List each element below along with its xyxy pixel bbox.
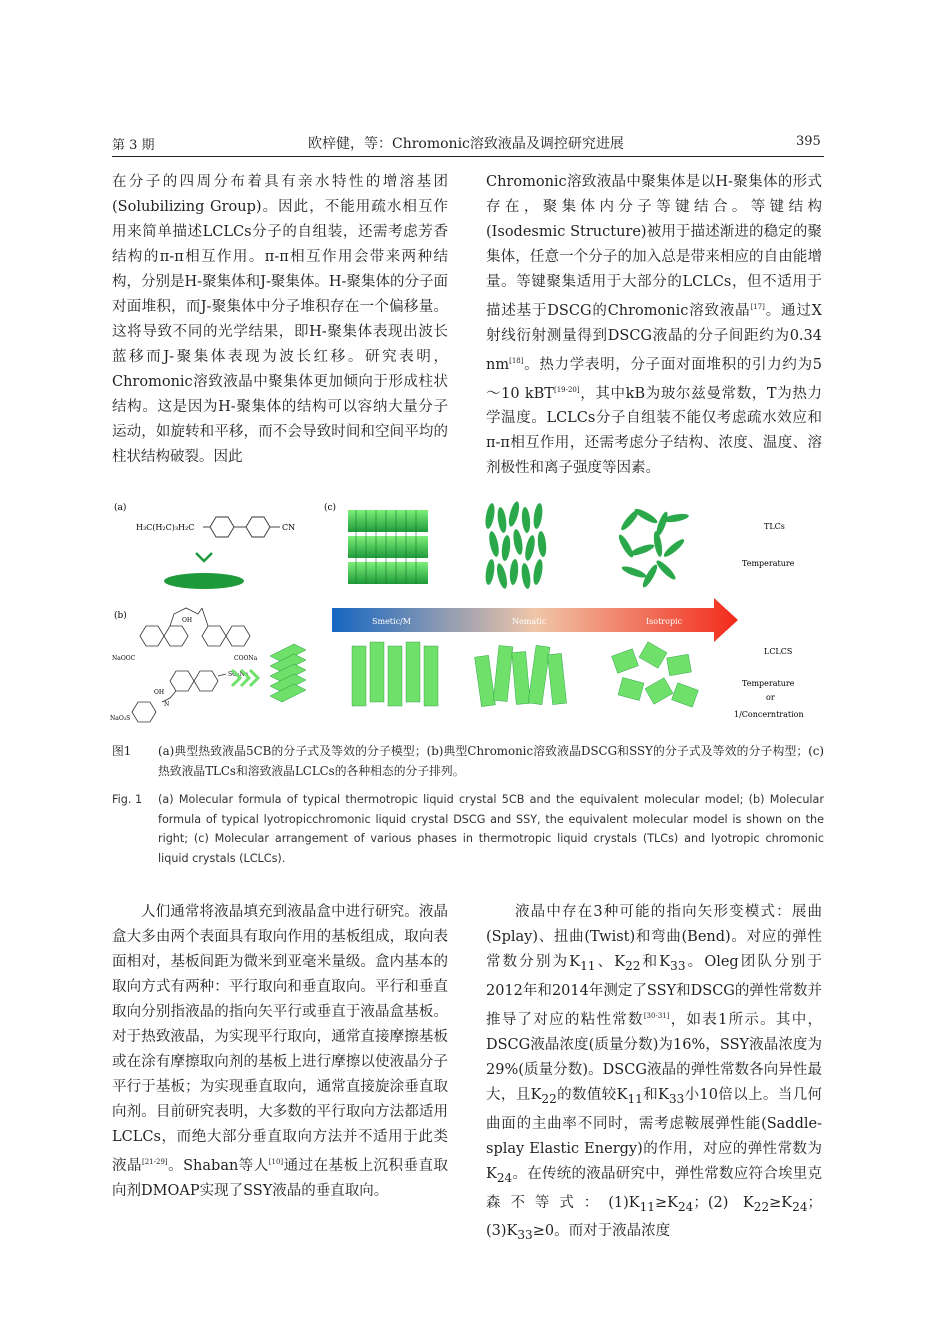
body-column-3	[112, 900, 448, 1204]
lclc-isotropic-stacks	[612, 642, 699, 708]
header-rule	[112, 156, 824, 157]
text-run: ≥K	[654, 1194, 678, 1211]
subscript: 24	[677, 1199, 694, 1214]
body-column-4	[486, 900, 822, 1248]
panel-label-a: (a)	[114, 503, 127, 513]
rod-molecule-model	[164, 573, 244, 589]
paragraph: 在分子的四周分布着具有亲水特性的增溶基团(Solubilizing Group)。因此，不能用疏水相互作用来简单描述LCLCs分子的自组装，还需考虑芳香结构的π-π相互作用。π-π相互作用会带来两种结构，分别是H-聚集体和J-聚集体。H-聚集体的分子面对面堆积，而J-聚集体中分子堆积存在一个偏移量。这将导致不同的光学结果，即H-聚集体表现出波长蓝移而J-聚集体表现为波长红移。研究表明，Chromonic溶致液晶中聚集体更加倾向于形成柱状结构。这是因为H-聚集体的结构可以容纳大量分子运动，如旋转和平移，而不会导致时间和空间平均的柱状结构破裂。因此	[112, 174, 448, 465]
text-run: ≥0。而对于液晶浓度	[532, 1223, 671, 1240]
figure-caption-en	[112, 790, 824, 868]
biphenyl-structure	[203, 517, 280, 537]
text-run: 人们通常将液晶填充到液晶盒中进行研究。液晶盒大多由两个表面具有取向作用的基板组成，取向表面相对，基板间距为微米到亚毫米量级。盒内基本的取向方式有两种：平行取向和垂直取向。平行和垂直取向分别指液晶的指向矢平行或垂直于液晶盒基板。对于热致液晶，为实现平行取向，通常直接摩擦基板或在涂有摩擦取向剂的基板上进行摩擦以使液晶分子平行于基板；为实现垂直取向，通常直接旋涂垂直取向剂。目前研究表明，大多数的平行取向方法都适用LCLCs，而绝大部分垂直取向方法并不适用于此类液晶	[112, 904, 448, 1174]
ssy-azo-n: N	[164, 701, 170, 708]
caption-text-zh: (a)典型热致液晶5CB的分子式及等效的分子模型；(b)典型Chromonic溶致液晶DSCG和SSY的分子式及等效的分子构型；(c)热致液晶TLCs和溶致液晶LCLCs的各种相态的分子排列。	[158, 744, 824, 778]
label-or: or	[766, 693, 775, 702]
text-run: 和K	[642, 1086, 669, 1103]
panel-label-c: (c)	[324, 503, 337, 513]
text-run: 。热力学表明，分子面对面堆积的引力约为5～10 kBT	[486, 356, 822, 402]
subscript: 33	[668, 1091, 685, 1106]
body-column-1	[112, 170, 448, 470]
formula-5cb-cn: CN	[282, 523, 296, 532]
paragraph	[486, 170, 822, 481]
chevron-down-icon	[196, 553, 212, 561]
label-temperature-1: Temperature	[742, 559, 795, 568]
arrow-label-isotropic: Isotropic	[646, 617, 683, 626]
dscg-oh-label: OH	[182, 617, 193, 624]
dscg-structure	[140, 608, 250, 646]
stacked-disc-model	[270, 644, 306, 702]
text-run: Chromonic溶致液晶中聚集体是以H-聚集体的形式存在，聚集体内分子等键结合。等键结构(Isodesmic Structure)被用于描述渐进的稳定的聚集体，任意一个分子的加入总是带来相应的自由能增量。等键聚集适用于大部分的LCLCs，但不适用于描述基于DSCG的Chromonic溶致液晶	[486, 174, 822, 319]
text-run: 。Shaban等人	[167, 1157, 269, 1174]
figure-1	[110, 496, 826, 728]
label-tlcs: TLCs	[764, 522, 785, 531]
text-run: ；(3)K	[486, 1194, 823, 1240]
subscript: 11	[639, 1199, 655, 1214]
figure-caption-zh	[112, 742, 824, 781]
panel-label-b: (b)	[114, 611, 127, 621]
body-column-2	[486, 170, 822, 481]
tlc-smectic-block	[348, 510, 428, 584]
arrow-label-nematic: Nematic	[512, 617, 547, 626]
text-run: 、K	[595, 954, 626, 970]
text-run: 液晶中存在3种可能的指向矢形变模式：展曲(Splay)、扭曲(Twist)和弯曲(Bend)。对应的弹性常数分别为K	[486, 904, 822, 970]
ssy-oh-label: OH	[154, 689, 165, 696]
lclc-smectic-columns	[352, 642, 438, 706]
ssy-structure	[132, 671, 226, 722]
label-concentration: 1/Concerntration	[734, 710, 804, 719]
subscript: 11	[627, 1091, 643, 1106]
text-run: 的数值较K	[556, 1086, 628, 1103]
caption-text-en: (a) Molecular formula of typical thermotropic liquid crystal 5CB and the equivalent molecular model; (b) Molecular formula of typical lyotropicchromonic liquid crystal DSCG and SSY, the equivalent molecular model is shown on the right; (c) Molecular arrangement of various phases in thermotropic liquid crystals (TLCs) and lyotropic chromonic liquid crystals (LCLCs).	[158, 793, 824, 865]
paragraph	[112, 900, 448, 1204]
triple-chevron-icon	[232, 670, 258, 686]
dscg-left-group: NaOOC	[112, 655, 136, 662]
label-temperature-2: Temperature	[742, 679, 795, 688]
subscript: 33	[670, 958, 686, 973]
text-run: 小10倍以上。当几何曲面的主曲率不同时，需考虑鞍展弹性能(Saddle-splay Elastic Energy)的作用，对应的弹性常数为K	[486, 1086, 822, 1182]
page-number: 395	[796, 134, 821, 149]
text-run: 。在传统的液晶研究中，弹性常数应符合埃里克森不等式：(1)K	[486, 1165, 822, 1211]
citation: [21-29]	[141, 1158, 168, 1166]
citation: [30-31]	[643, 1011, 670, 1020]
caption-label-en: Fig. 1	[112, 793, 143, 806]
lclc-nematic-columns	[475, 645, 567, 706]
text-run: ；(2) K	[693, 1194, 754, 1211]
citation: [19-20]	[553, 385, 580, 394]
paragraph	[486, 900, 822, 1248]
citation: [10]	[268, 1158, 284, 1166]
subscript: 22	[541, 1091, 557, 1106]
journal-issue: 第 3 期	[112, 138, 155, 153]
formula-5cb-chain: H₃C(H₂C)₃H₂C	[136, 523, 195, 532]
text-run: 通过在基板上沉积垂直取向剂DMOAP实现了SSY液晶的垂直取向。	[112, 1157, 449, 1199]
citation: [17]	[750, 303, 765, 311]
citation: [18]	[509, 356, 524, 365]
text-run: ，如表1所示。其中，DSCG液晶浓度(质量分数)为16%，SSY液晶浓度为29%(质量分数)。DSCG液晶的弹性常数各向异性最大，且K	[486, 1011, 822, 1103]
text-run: 。Oleg团队分别于2012年和2014年测定了SSY和DSCG的弹性常数并推导了对应的粘性常数	[486, 954, 822, 1028]
subscript: 11	[580, 958, 596, 973]
subscript: 24	[496, 1170, 513, 1185]
running-title: 欧梓健，等：Chromonic溶致液晶及调控研究进展	[308, 136, 624, 152]
ssy-so3na-top: SO₃Na	[228, 671, 249, 678]
subscript: 24	[792, 1199, 808, 1214]
subscript: 33	[517, 1228, 533, 1243]
text-run: ，其中kB为玻尔兹曼常数，T为热力学温度。LCLCs分子自组装不能仅考虑疏水效应和π-π相互作用，还需考虑分子结构、浓度、温度、溶剂极性和离子强度等因素。	[486, 385, 822, 477]
dscg-right-group: COONa	[234, 655, 258, 662]
subscript: 22	[753, 1199, 770, 1214]
subscript: 22	[625, 958, 641, 973]
tlc-nematic-cluster	[484, 500, 548, 589]
caption-label-zh: 图1	[112, 744, 132, 758]
ssy-so3na-bottom: NaO₃S	[110, 715, 131, 722]
tlc-isotropic-cluster	[616, 506, 689, 589]
text-run: 。通过X射线衍射测量得到DSCG液晶的分子间距约为0.34 nm	[486, 302, 823, 373]
label-lclcs: LCLCS	[764, 647, 793, 656]
text-run: ≥K	[769, 1194, 793, 1211]
arrow-label-smectic: Smetic/M	[372, 617, 411, 626]
text-run: 和K	[640, 954, 671, 970]
